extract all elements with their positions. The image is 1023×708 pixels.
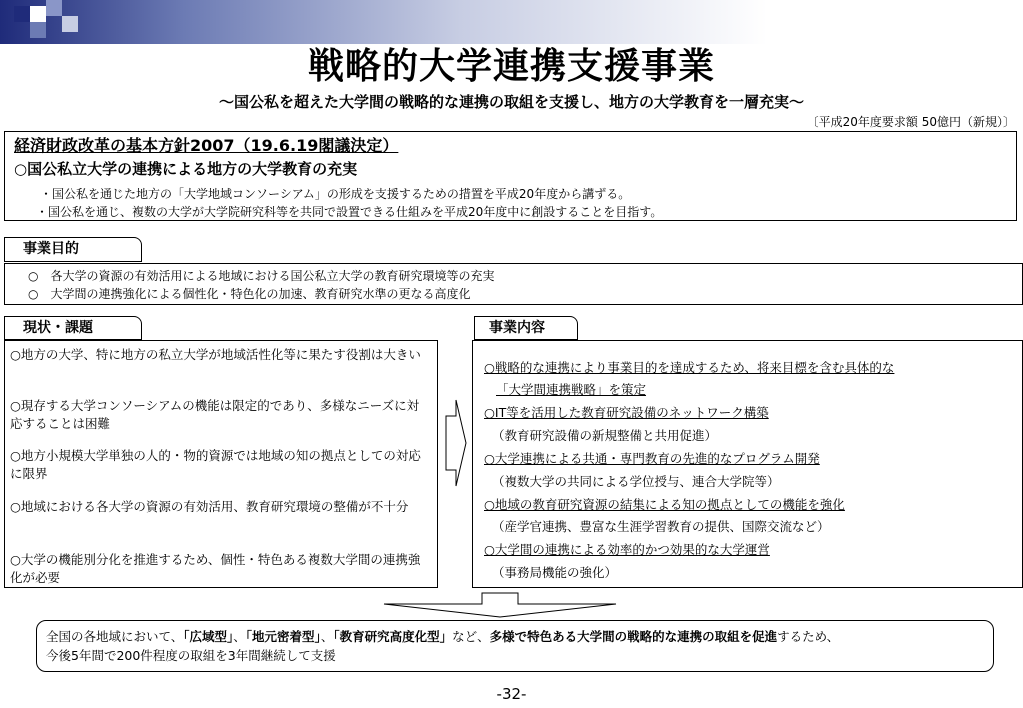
purpose-item: ○ 各大学の資源の有効活用による地域における国公私立大学の教育研究環境等の充実 [28,269,495,283]
summary-text-part: 、 [320,629,334,644]
summary-bold-part: 「地元密着型」 [245,629,321,644]
summary-text-part: 全国の各地域において、 [46,629,184,644]
content-line: ○戦略的な連携により事業目的を達成するため、将来目標を含む具体的な [484,360,895,375]
content-line: （教育研究設備の新規整備と共用促進） [492,428,718,443]
policy-subheading: ○国公私立大学の連携による地方の大学教育の充実 [14,160,358,178]
issue-item: ○大学の機能別分化を推進するため、個性・特色ある複数大学間の連携強化が必要 [10,552,421,585]
policy-heading: 経済財政改革の基本方針2007（19.6.19閣議決定） [14,136,399,155]
right-arrow-icon [444,398,468,488]
content-line: ○大学間の連携による効率的かつ効果的な大学運営 [484,542,770,557]
budget-note: 〔平成20年度要求額 50億円（新規）〕 [806,115,1015,129]
content-line: ○地域の教育研究資源の結集による知の拠点としての機能を強化 [484,497,845,512]
content-line: ○IT等を活用した教育研究設備のネットワーク構築 [484,405,769,420]
content-line: （複数大学の共同による学位授与、連合大学院等） [492,474,780,489]
issues-tab: 現状・課題 [4,316,142,340]
decor-square-light [46,0,62,16]
page-subtitle: ～国公私を超えた大学間の戦略的な連携の取組を支援し、地方の大学教育を一層充実～ [218,93,804,111]
summary-line-1 [46,627,990,646]
content-line: （事務局機能の強化） [492,565,618,580]
content-line: 「大学間連携戦略」を策定 [496,382,647,397]
decor-square-mid [30,22,46,38]
issue-item: ○現存する大学コンソーシアムの機能は限定的であり、多様なニーズに対応することは困難 [10,398,420,431]
summary-bold-part: 「広域型」 [183,629,234,644]
content-line: ○大学連携による共通・専門教育の先進的なプログラム開発 [484,451,820,466]
policy-line: ・国公私を通じ、複数の大学が大学院研究科等を共同で設置できる仕組みを平成20年度中に創設することを目指す。 [36,205,663,219]
summary-bold-part: 「教育研究高度化型」 [333,629,453,644]
content-line: （産学官連携、豊富な生涯学習教育の提供、国際交流など） [492,519,830,534]
purpose-tab: 事業目的 [4,237,142,262]
summary-text [46,627,990,665]
decor-square-white [30,6,46,22]
decor-square-dark [14,6,30,22]
page-number: -32- [496,685,527,703]
issue-item: ○地方小規模大学単独の人的・物的資源では地域の知の拠点としての対応に限界 [10,448,421,481]
summary-text-part: するため、 [777,629,840,644]
down-arrow-icon [382,592,618,618]
page-title: 戦略的大学連携支援事業 [307,46,715,87]
purpose-item: ○ 大学間の連携強化による個性化・特色化の加速、教育研究水準の更なる高度化 [28,287,471,301]
summary-text-part: など、 [452,629,490,644]
issue-item: ○地方の大学、特に地方の私立大学が地域活性化等に果たす役割は大きい [10,347,421,362]
content-tab: 事業内容 [474,316,578,340]
issue-item: ○地域における各大学の資源の有効活用、教育研究環境の整備が不十分 [10,499,409,514]
decor-square-pale [62,16,78,32]
summary-line-2: 今後5年間で200件程度の取組を3年間継続して支援 [46,648,336,663]
summary-bold-part: 多様で特色ある大学間の戦略的な連携の取組を促進 [489,629,778,644]
summary-text-part: 、 [233,629,246,644]
header-gradient-bar [0,0,1023,44]
policy-line: ・国公私を通じた地方の「大学地域コンソーシアム」の形成を支援するための措置を平成20年度から講ずる。 [40,187,631,201]
